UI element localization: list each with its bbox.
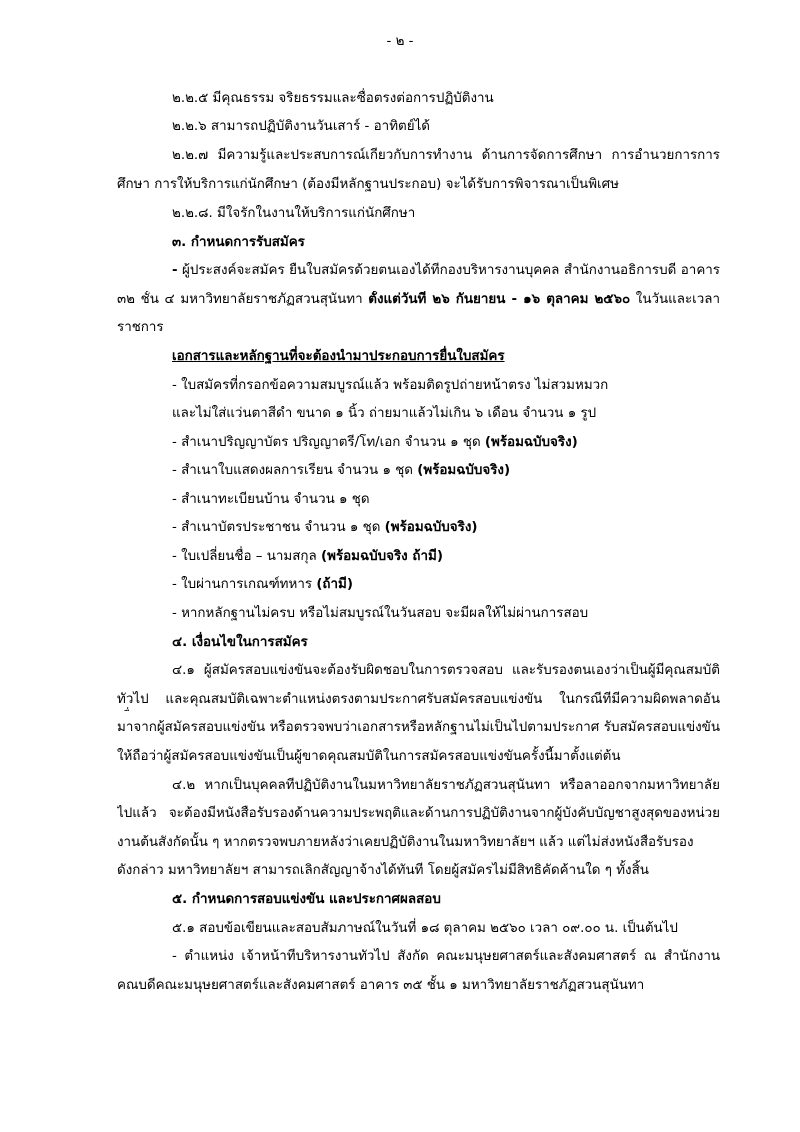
section-5-heading: ๕. กำหนดการสอบแข่งขัน และประกาศผลสอบ [172, 892, 441, 907]
section-4-1-line3: มาจากผู้สมัครสอบแข่งขัน หรือตรวจพบว่าเอกสารหรือหลักฐานไม่เป็นไปตามประกาศ รับสมัครสอบแข่งขัน [117, 720, 720, 735]
section-3-para-line3: ราชการ [117, 320, 164, 335]
item-2-2-6: ๒.๒.๖ สามารถปฏิบัติงานวันเสาร์ - อาทิตย์ได้ [172, 119, 430, 134]
doc-item-degree-text: - สำเนาปริญญาบัตร ปริญญาตรี/โท/เอก จำนวน ๑ ชุด [172, 435, 485, 450]
section-4-1-line1: ๔.๑ ผู้สมัครสอบแข่งขันจะต้องรับผิดชอบในการตรวจสอบ และรับรองตนเองว่าเป็นผู้มีคุณสมบัติ [172, 663, 720, 678]
item-2-2-7-line1: ๒.๒.๗ มีความรู้และประสบการณ์เกี่ยวกับการทำงาน ด้านการจัดการศึกษา การอำนวยการการ [172, 148, 720, 163]
documents-heading: เอกสารและหลักฐานที่จะต้องนำมาประกอบการยื่นใบสมัคร [172, 349, 505, 364]
section-4-2-line1: ๔.๒ หากเป็นบุคคลที่ปฏิบัติงานในมหาวิทยาลัยราชภัฏสวนสุนันทา หรือลาออกจากมหาวิทยาลัย [172, 778, 720, 793]
location-text: ๓๒ ชั้น ๔ มหาวิทยาลัยราชภัฏสวนสุนันทา [117, 292, 369, 307]
doc-item-degree-note: (พร้อมฉบับจริง) [484, 435, 578, 450]
dash-marker: - [172, 263, 178, 278]
doc-item-military [172, 576, 353, 594]
application-dates: ตั้งแต่วันที่ ๒๖ กันยายน - ๑๖ ตุลาคม ๒๕๖๐ [368, 292, 631, 307]
section-3-para-line1 [172, 262, 720, 282]
section-4-2-line2: ไปแล้ว จะต้องมีหนังสือรับรองด้านความประพฤติและด้านการปฏิบัติงานจากผู้บังคับบัญชาสูงสุดของหน่วย [117, 806, 720, 821]
section-5-1: ๕.๑ สอบข้อเขียนและสอบสัมภาษณ์ในวันที่ ๑๘ ตุลาคม ๒๕๖๐ เวลา ๐๙.๐๐ น. เป็นต้นไป [172, 921, 678, 936]
doc-item-name-change-note: (พร้อมฉบับจริง ถ้ามี) [321, 549, 443, 564]
doc-item-photo-line2: และไม่ใส่แว่นตาสีดำ ขนาด ๑ นิ้ว ถ่ายมาแล้วไม่เกิน ๖ เดือน จำนวน ๑ รูป [172, 406, 597, 421]
doc-item-military-text: - ใบผ่านการเกณฑ์ทหาร [172, 577, 317, 592]
section-4-heading: ๔. เงื่อนไขในการสมัคร [172, 635, 308, 650]
doc-item-name-change-text: - ใบเปลี่ยนชื่อ – นามสกุล [172, 549, 321, 564]
section-4-2-line4: ดังกล่าว มหาวิทยาลัยฯ สามารถเลิกสัญญาจ้างได้ทันที โดยผู้สมัครไม่มีสิทธิคัดค้านใด ๆ ทั้งสิ้น [117, 863, 649, 878]
section-3-heading: ๓. กำหนดการรับสมัคร [172, 235, 305, 250]
doc-item-name-change [172, 548, 443, 566]
section-3-para-line1-text: ผู้ประสงค์จะสมัคร ยื่นใบสมัครด้วยตนเองได้ที่กองบริหารงานบุคคล สำนักงานอธิการบดี อาคาร [177, 263, 720, 278]
section-4-2-line3: งานต้นสังกัดนั้น ๆ หากตรวจพบภายหลังว่าเคยปฏิบัติงานในมหาวิทยาลัยฯ แล้ว แต่ไม่ส่งหนังสือรับรอง [117, 835, 694, 850]
page-number: - ๒ - [386, 34, 414, 49]
section-5-position-line1: - ตำแหน่ง เจ้าหน้าที่บริหารงานทั่วไป สังกัด คณะมนุษยศาสตร์และสังคมศาสตร์ ณ สำนักงาน [172, 949, 720, 964]
section-4-1-line2: ทั่วไป และคุณสมบัติเฉพาะตำแหน่งตรงตามประกาศรับสมัครสอบแข่งขัน ในกรณีที่มีความผิดพลาดอัน [117, 692, 720, 707]
doc-item-id-card [172, 519, 477, 537]
doc-item-transcript-text: - สำเนาใบแสดงผลการเรียน จำนวน ๑ ชุด [172, 463, 418, 478]
doc-item-incomplete-warning: - หากหลักฐานไม่ครบ หรือไม่สมบูรณ์ในวันสอบ จะมีผลให้ไม่ผ่านการสอบ [172, 606, 589, 621]
working-time-text: ในวันและเวลา [630, 292, 720, 307]
doc-item-house-registration: - สำเนาทะเบียนบ้าน จำนวน ๑ ชุด [172, 492, 370, 507]
item-2-2-5: ๒.๒.๕ มีคุณธรรม จริยธรรมและซื่อตรงต่อการปฏิบัติงาน [172, 91, 494, 106]
item-2-2-7-line2: ศึกษา การให้บริการแก่นักศึกษา (ต้องมีหลักฐานประกอบ) จะได้รับการพิจารณาเป็นพิเศษ [117, 177, 619, 192]
doc-item-degree [172, 434, 578, 452]
doc-item-transcript-note: (พร้อมฉบับจริง) [417, 463, 511, 478]
doc-item-id-card-note: (พร้อมฉบับจริง) [384, 520, 478, 535]
section-3-para-line2 [117, 291, 720, 311]
section-4-1-line4: ให้ถือว่าผู้สมัครสอบแข่งขันเป็นผู้ขาดคุณสมบัติในการสมัครสอบแข่งขันครั้งนี้มาตั้งแต่ต้น [117, 749, 621, 764]
section-5-position-line2: คณบดีคณะมนุษยศาสตร์และสังคมศาสตร์ อาคาร ๓๕ ชั้น ๑ มหาวิทยาลัยราชภัฏสวนสุนันทา [117, 978, 645, 993]
doc-item-photo-line1: - ใบสมัครที่กรอกข้อความสมบูรณ์แล้ว พร้อมติดรูปถ่ายหน้าตรง ไม่สวมหมวก [172, 378, 609, 393]
item-2-2-8: ๒.๒.๘. มีใจรักในงานให้บริการแก่นักศึกษา [172, 206, 416, 221]
doc-item-transcript [172, 462, 510, 480]
doc-item-military-note: (ถ้ามี) [316, 577, 354, 592]
doc-item-id-card-text: - สำเนาบัตรประชาชน จำนวน ๑ ชุด [172, 520, 385, 535]
